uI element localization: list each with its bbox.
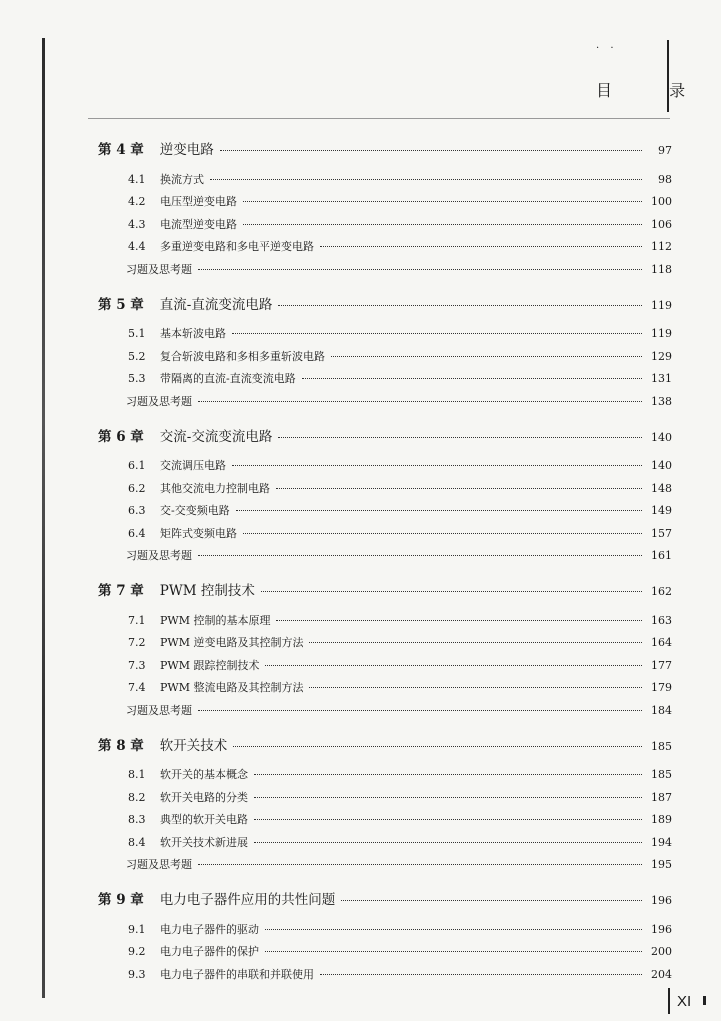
chapter-page: 185 (651, 739, 672, 753)
section-entry[interactable] (98, 943, 672, 963)
section-page: 157 (651, 526, 672, 540)
section-page: 98 (658, 172, 672, 186)
section-title: 软开关电路的分类 (160, 790, 248, 804)
section-entry[interactable] (98, 789, 672, 809)
footer-divider (668, 988, 670, 1014)
chapter-title: 逆变电路 (159, 142, 214, 158)
chapter-title: PWM 控制技术 (159, 583, 255, 599)
section-number: 8.3 (128, 813, 146, 826)
exercise-page: 195 (651, 858, 672, 871)
section-entry[interactable] (98, 811, 672, 831)
section-page: 119 (651, 327, 672, 340)
dot-leader (254, 774, 642, 775)
section-entry[interactable] (98, 525, 672, 545)
dot-leader (198, 710, 642, 711)
chapter-number: 第 6 章 (98, 428, 144, 445)
exercise-page: 138 (651, 394, 672, 408)
section-number: 9.1 (128, 922, 146, 936)
dot-leader (302, 378, 642, 379)
chapter-page: 140 (651, 430, 672, 444)
dot-leader (331, 356, 642, 357)
section-page: 194 (651, 835, 672, 849)
section-number: 7.3 (128, 658, 146, 672)
dot-leader (198, 269, 642, 270)
exercise-title: 习题及思考题 (126, 549, 192, 562)
section-page: 131 (651, 372, 672, 385)
dot-leader (210, 179, 642, 180)
section-entry[interactable] (98, 325, 672, 345)
section-title: 换流方式 (160, 172, 204, 186)
section-title: PWM 整流电路及其控制方法 (160, 681, 304, 694)
chapter-entry[interactable] (98, 579, 672, 601)
section-entry[interactable] (98, 657, 672, 677)
section-title: 其他交流电力控制电路 (160, 481, 270, 495)
section-entry[interactable] (98, 457, 672, 477)
exercise-title: 习题及思考题 (126, 262, 192, 276)
section-page: 129 (651, 349, 672, 363)
exercise-title: 习题及思考题 (126, 858, 192, 871)
dot-leader (265, 929, 642, 930)
header-divider (667, 40, 669, 112)
section-number: 7.4 (128, 681, 146, 694)
section-title: 软开关技术新进展 (160, 835, 248, 849)
section-page: 196 (651, 922, 672, 936)
section-page: 112 (651, 240, 672, 253)
section-title: 电力电子器件的保护 (160, 945, 259, 958)
table-of-contents (98, 128, 672, 986)
section-entry[interactable] (98, 480, 672, 500)
section-title: 复合斩波电路和多相多重斩波电路 (160, 349, 325, 363)
section-number: 8.4 (128, 835, 146, 849)
chapter-page: 119 (651, 298, 672, 312)
section-entry[interactable] (98, 238, 672, 258)
section-title: 交-交变频电路 (160, 504, 230, 517)
spacer (98, 447, 672, 455)
section-number: 7.2 (128, 636, 146, 649)
chapter-title: 直流-直流变流电路 (159, 296, 273, 313)
section-title: 电流型逆变电路 (160, 217, 237, 231)
chapter-number: 第 7 章 (98, 583, 144, 599)
section-page: 187 (651, 790, 672, 804)
section-entry[interactable] (98, 966, 672, 986)
dot-leader (254, 797, 642, 798)
dot-leader (254, 819, 642, 820)
dot-leader (198, 555, 642, 556)
exercise-entry[interactable] (98, 261, 672, 281)
section-title: 典型的软开关电路 (160, 813, 248, 826)
chapter-entry[interactable] (98, 425, 672, 447)
exercise-title: 习题及思考题 (126, 394, 192, 408)
exercise-entry[interactable] (98, 702, 672, 722)
section-entry[interactable] (98, 679, 672, 699)
section-number: 6.1 (128, 459, 146, 472)
section-entry[interactable] (98, 216, 672, 236)
section-number: 4.2 (128, 195, 146, 208)
section-number: 6.4 (128, 526, 146, 540)
dot-leader (278, 305, 642, 306)
chapter-number: 第 8 章 (98, 737, 144, 754)
section-page: 200 (651, 945, 672, 958)
chapter-title: 交流-交流变流电路 (159, 428, 273, 445)
spacer (98, 910, 672, 918)
chapter-page: 196 (651, 894, 672, 907)
section-page: 179 (651, 681, 672, 694)
dot-leader (309, 642, 642, 643)
section-page: 148 (651, 481, 672, 495)
dot-leader (265, 665, 642, 666)
spacer (98, 315, 672, 323)
dot-leader (278, 437, 642, 438)
exercise-title: 习题及思考题 (126, 703, 192, 717)
dot-leader (254, 842, 642, 843)
exercise-page: 118 (651, 262, 672, 276)
section-entry[interactable] (98, 171, 672, 191)
dot-leader (309, 687, 642, 688)
exercise-entry[interactable] (98, 393, 672, 413)
header-dots: . . (596, 40, 618, 51)
spacer (98, 756, 672, 764)
section-title: 电力电子器件的串联和并联使用 (160, 967, 314, 981)
section-title: 电压型逆变电路 (160, 195, 237, 208)
section-title: 矩阵式变频电路 (160, 526, 237, 540)
binding-edge (42, 38, 45, 998)
section-page: 177 (651, 658, 672, 672)
section-title: 电力电子器件的驱动 (160, 922, 259, 936)
dot-leader (276, 488, 642, 489)
section-page: 204 (651, 967, 672, 981)
chapter-title: 电力电子器件应用的共性问题 (159, 892, 336, 908)
dot-leader (341, 900, 642, 901)
section-title: PWM 跟踪控制技术 (160, 658, 260, 672)
chapter-page: 97 (658, 144, 672, 157)
dot-leader (198, 401, 642, 402)
dot-leader (320, 246, 642, 247)
section-number: 7.1 (128, 613, 146, 627)
section-entry[interactable] (98, 921, 672, 941)
dot-leader (320, 974, 642, 975)
page-number: XI (677, 993, 692, 1010)
exercise-page: 161 (651, 549, 672, 562)
section-page: 106 (651, 217, 672, 231)
section-number: 5.1 (128, 327, 146, 340)
dot-leader (243, 201, 642, 202)
chapter-number: 第 4 章 (98, 142, 144, 158)
spacer (98, 601, 672, 609)
section-number: 9.3 (128, 967, 146, 981)
section-number: 9.2 (128, 945, 146, 958)
section-page: 149 (651, 504, 672, 517)
section-entry[interactable] (98, 193, 672, 213)
section-title: PWM 控制的基本原理 (160, 613, 271, 627)
page-title: 目 录 (596, 81, 712, 100)
section-entry[interactable] (98, 612, 672, 632)
chapter-title: 软开关技术 (159, 737, 228, 754)
section-number: 8.1 (128, 768, 146, 781)
chapter-entry[interactable] (98, 734, 672, 756)
exercise-entry[interactable] (98, 856, 672, 876)
dot-leader (232, 465, 642, 466)
section-number: 4.3 (128, 217, 146, 231)
chapter-entry[interactable] (98, 888, 672, 910)
section-number: 4.4 (128, 240, 146, 253)
section-title: 带隔离的直流-直流变流电路 (160, 372, 296, 385)
exercise-entry[interactable] (98, 547, 672, 567)
section-title: 多重逆变电路和多电平逆变电路 (160, 240, 314, 253)
spacer (98, 160, 672, 168)
footer-mark (703, 996, 706, 1005)
dot-leader (220, 150, 642, 151)
section-number: 5.3 (128, 372, 146, 385)
section-entry[interactable] (98, 348, 672, 368)
exercise-page: 184 (651, 703, 672, 717)
dot-leader (236, 510, 642, 511)
section-number: 6.2 (128, 481, 146, 495)
section-page: 185 (651, 768, 672, 781)
dot-leader (243, 533, 642, 534)
dot-leader (232, 333, 642, 334)
section-title: 基本斩波电路 (160, 327, 226, 340)
dot-leader (261, 591, 642, 592)
section-number: 5.2 (128, 349, 146, 363)
section-title: PWM 逆变电路及其控制方法 (160, 636, 304, 649)
chapter-number: 第 9 章 (98, 892, 144, 908)
section-page: 140 (651, 459, 672, 472)
dot-leader (233, 746, 642, 747)
chapter-entry[interactable] (98, 293, 672, 315)
section-number: 6.3 (128, 504, 146, 517)
chapter-number: 第 5 章 (98, 296, 144, 313)
section-page: 189 (651, 813, 672, 826)
section-page: 163 (651, 613, 672, 627)
section-entry[interactable] (98, 370, 672, 390)
header-rule (88, 118, 670, 119)
dot-leader (276, 620, 642, 621)
section-title: 交流调压电路 (160, 459, 226, 472)
section-entry[interactable] (98, 502, 672, 522)
dot-leader (243, 224, 642, 225)
section-title: 软开关的基本概念 (160, 768, 248, 781)
dot-leader (198, 864, 642, 865)
dot-leader (265, 951, 642, 952)
chapter-page: 162 (651, 585, 672, 598)
section-number: 4.1 (128, 172, 146, 186)
chapter-entry[interactable] (98, 138, 672, 160)
section-page: 100 (651, 195, 672, 208)
section-number: 8.2 (128, 790, 146, 804)
section-entry[interactable] (98, 766, 672, 786)
section-entry[interactable] (98, 634, 672, 654)
section-page: 164 (651, 636, 672, 649)
section-entry[interactable] (98, 834, 672, 854)
